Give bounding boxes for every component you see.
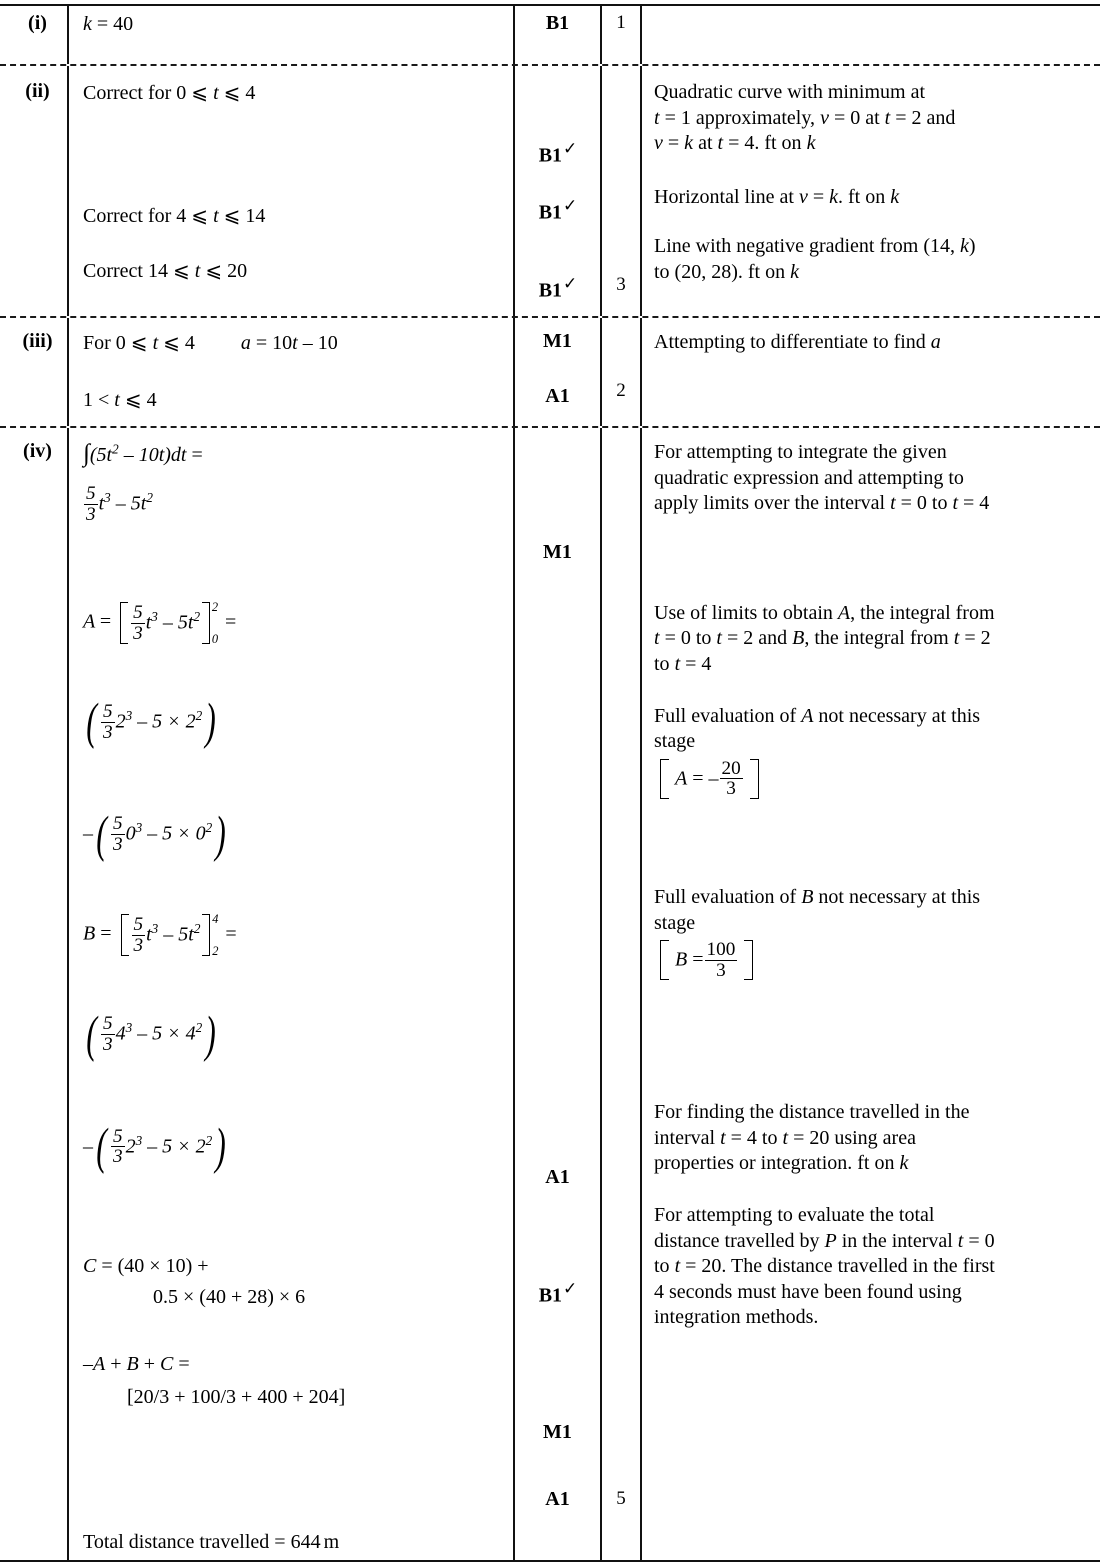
note-iv6-l4: 4 seconds must have been found using	[654, 1280, 962, 1303]
rel-leq-1: ⩽	[191, 82, 209, 104]
table-row-i	[0, 6, 1100, 64]
note-iv1-t: t	[890, 492, 896, 515]
frac-den: 3	[86, 503, 96, 525]
rel-leq-4: ⩽	[223, 205, 241, 227]
note-iv6-l2b: in the interval	[836, 1229, 958, 1252]
total-plus-1: +	[105, 1352, 127, 1375]
rel-leq-8: ⩽	[163, 332, 180, 354]
sub2-pow2: 2	[205, 820, 213, 836]
note-iv-4	[654, 885, 1092, 936]
fraction-5-3-B	[132, 915, 146, 955]
note-iv-6	[654, 1203, 1092, 1331]
working-line-ii-2	[83, 203, 503, 228]
integral-expression	[83, 440, 503, 468]
A-label: A	[83, 610, 95, 633]
note-iv6-l3a: to	[654, 1255, 675, 1278]
sub2-minus: –	[83, 822, 93, 845]
A-value-num: 20	[721, 757, 741, 779]
note-iii-text: Attempting to differentiate to find	[654, 331, 931, 353]
bracket-body-A	[128, 603, 202, 643]
note-iii-1	[654, 330, 1092, 356]
note-iv2-l3a: to	[654, 652, 675, 675]
accel-rest: – 10	[302, 332, 338, 354]
var-t-2: t	[213, 205, 219, 227]
B-body-pow2: 2	[193, 921, 201, 937]
paren-left-1: (	[86, 694, 97, 751]
note-iv3-b: not necessary at this	[813, 704, 981, 727]
note2-text-a: Horizontal line at	[654, 185, 799, 208]
note-iv-3	[654, 704, 1092, 755]
note-iv3-A: A	[801, 704, 814, 727]
antideriv-t2: t	[140, 492, 147, 515]
sub1-mid: – 5 × 2	[132, 710, 196, 733]
antideriv-rest: – 5	[110, 492, 141, 515]
fraction-5-3-sub1	[101, 702, 115, 742]
notes-cell-iii	[640, 318, 1100, 426]
note-iv2-l1a: Use of limits to obtain	[654, 601, 838, 624]
note-iv2-t1: t	[654, 627, 660, 650]
sub3-den: 3	[102, 1034, 113, 1056]
note3-text-b: )	[968, 235, 976, 258]
bracket-body-B	[129, 915, 203, 955]
notes-cell-iv	[640, 428, 1100, 1560]
sub4-base: 2	[125, 1135, 136, 1158]
sub4-minus: –	[83, 1135, 93, 1158]
note-ii-1	[654, 80, 1092, 157]
bound-14: 14	[245, 205, 266, 227]
rel-leq-3: ⩽	[191, 205, 209, 227]
text-correct-14: Correct 14	[83, 260, 168, 282]
mark-cell-iii	[513, 318, 600, 426]
note-iv6-l2c: = 0	[963, 1229, 995, 1252]
value-bracket-left-B	[660, 940, 669, 980]
value-bracket-right-B	[744, 940, 753, 980]
note-iv-1	[654, 440, 1092, 517]
bracket-right-B	[202, 914, 210, 956]
mark-a1-iv-2: A1	[545, 1488, 570, 1510]
note-iv5-l2b: = 4 to	[725, 1126, 783, 1149]
note-text-a: Quadratic curve with minimum at	[654, 81, 926, 103]
antiderivative-expression	[83, 484, 503, 524]
var-t-accel: t	[292, 332, 298, 354]
integrand-open: (5	[89, 444, 107, 466]
C-equals-expr: = (40 × 10) +	[101, 1254, 209, 1277]
tick-icon-3: ✓	[563, 274, 577, 293]
note2-var-k: k	[829, 185, 839, 208]
note-iv4-c: stage	[654, 911, 696, 934]
integrand-close: )	[164, 444, 171, 466]
B-lower-limit: 2	[212, 944, 219, 959]
A-body-pow: 3	[151, 609, 158, 625]
fracB-num: 5	[133, 914, 144, 936]
B-upper-limit: 4	[212, 912, 219, 926]
note-text-c: = 0 at	[828, 106, 885, 129]
note3-var-k: k	[960, 235, 969, 258]
note-var-k2: k	[806, 132, 816, 155]
note-iv4-a: Full evaluation of	[654, 885, 802, 908]
total-distance-line	[83, 1531, 503, 1554]
mark-b1-ft-2: B1	[538, 201, 563, 224]
A-value-content	[669, 759, 750, 799]
frac-num: 5	[86, 483, 96, 504]
note-iv2-l2b: = 2 and	[721, 627, 793, 650]
notes-cell-i	[640, 6, 1100, 64]
A-equals: =	[99, 610, 112, 633]
part-label-iv: (iv)	[23, 440, 52, 462]
note-var-t2: t	[884, 106, 891, 129]
note2-text-b: =	[807, 185, 830, 208]
paren-left-4: (	[96, 1118, 107, 1175]
note-iii-var-a: a	[930, 331, 941, 353]
note-iv1-l1: For attempting to integrate the given	[654, 441, 947, 463]
note-iv4-B: B	[801, 885, 814, 908]
bracket-left-B	[121, 914, 129, 956]
sub1-den: 3	[102, 721, 113, 743]
score-cell-iv	[600, 428, 640, 1560]
score-cell-ii	[600, 66, 640, 316]
fracA-den: 3	[133, 622, 143, 644]
table-row-iv	[0, 426, 1100, 1560]
note-iv5-k: k	[899, 1152, 909, 1175]
rel-leq-2: ⩽	[223, 82, 241, 104]
var-t-3: t	[194, 260, 201, 282]
note-iv2-l2c: , the integral from	[804, 627, 954, 650]
note-var-t: t	[654, 106, 660, 129]
paren-left-2: (	[96, 806, 107, 863]
paren-left-3: (	[86, 1006, 97, 1063]
working-line-ii-3	[83, 258, 503, 283]
sub2-pow: 3	[135, 820, 143, 836]
bound-4: 4	[245, 82, 256, 104]
sub2-num: 5	[112, 813, 123, 835]
limit-bracket-B	[117, 912, 219, 959]
mark-m1-iv-1: M1	[543, 541, 572, 563]
fraction-5-3	[84, 484, 98, 524]
total-expression-line1	[83, 1353, 503, 1376]
total-distance-text: Total distance travelled = 644	[83, 1530, 321, 1553]
var-a: a	[240, 332, 251, 354]
bracket-left-A	[120, 602, 128, 644]
total-equals: =	[173, 1352, 190, 1375]
var-t: t	[213, 82, 219, 104]
sub1-pow: 3	[125, 708, 133, 724]
total-bracket-values: [20/3 + 100/3 + 400 + 204]	[127, 1385, 346, 1408]
note-iv5-l3a: properties or integration. ft on	[654, 1152, 900, 1175]
note-iv2-t2: t	[716, 627, 722, 650]
table-row-iii	[0, 316, 1100, 426]
mark-cell-ii	[513, 66, 600, 316]
C-label: C	[83, 1254, 97, 1277]
A-body-pow2: 2	[193, 609, 201, 625]
note-iv6-l2a: distance travelled by	[654, 1229, 825, 1252]
value-bracket-right-A	[750, 759, 759, 799]
total-B: B	[126, 1352, 139, 1375]
note-iv4-b: not necessary at this	[813, 885, 981, 908]
B-value-box	[654, 940, 1092, 980]
note-iv6-l3b: = 20. The distance travelled in the first	[680, 1255, 995, 1278]
C-second-term: 0.5 × (40 + 28) × 6	[153, 1285, 306, 1308]
k-symbol: k	[83, 13, 92, 35]
sub3-num: 5	[102, 1013, 113, 1035]
antideriv-pow2: 2	[146, 489, 153, 505]
integrand-dt: dt	[170, 444, 187, 466]
bound-20: 20	[227, 260, 248, 282]
note-iv6-l1: For attempting to evaluate the total	[654, 1204, 935, 1227]
note-var-v2: v	[654, 132, 663, 155]
C-expression-line2	[83, 1286, 503, 1309]
B-value-den: 3	[705, 960, 738, 981]
note3-var-k2: k	[790, 260, 799, 283]
sub4-den: 3	[112, 1146, 123, 1168]
text-correct-for-4: Correct for 4	[83, 205, 187, 227]
note-iv1-t2: t	[952, 492, 959, 515]
accel-eq: = 10	[255, 332, 293, 354]
note-var-v: v	[820, 106, 829, 129]
total-expression-line2	[83, 1386, 503, 1409]
sub4-num: 5	[112, 1125, 123, 1147]
note-text-g: = 4. ft on	[723, 132, 807, 155]
sub3-pow2: 2	[195, 1020, 203, 1036]
note-iv3-a: Full evaluation of	[654, 704, 802, 727]
note-iv2-t3: t	[953, 627, 960, 650]
A-lower-limit: 0	[211, 631, 219, 646]
sub2-den: 3	[112, 833, 123, 855]
A-value-den: 3	[720, 778, 743, 799]
note-var-k: k	[684, 132, 694, 155]
antideriv-t: t	[98, 492, 105, 515]
note-iv6-t2: t	[674, 1255, 681, 1278]
sub2-mid: – 5 × 0	[142, 822, 206, 845]
B-lower-substitution	[83, 1118, 503, 1175]
mark-a1-iv-1: A1	[545, 1166, 570, 1188]
A-body-rest: – 5	[157, 611, 188, 634]
total-distance-unit: m	[323, 1530, 340, 1553]
fraction-5-3-A	[131, 603, 145, 643]
ans-upper: 4	[146, 389, 157, 411]
working-line-iii-1	[83, 330, 503, 355]
mark-cell-i	[513, 6, 600, 64]
note-text-b: = 1 approximately,	[659, 106, 821, 129]
part-label-i: (i)	[28, 12, 47, 34]
notes-cell-ii	[640, 66, 1100, 316]
A-body-t2: t	[187, 611, 194, 634]
note-iv5-l2a: interval	[654, 1126, 721, 1149]
score-cell-i	[600, 6, 640, 64]
working-cell-iv	[67, 428, 513, 1560]
fraction-5-3-sub4	[111, 1127, 125, 1167]
score-value-ii: 3	[616, 274, 626, 295]
note-iv1-l2: quadratic expression and attempting to	[654, 466, 964, 489]
note-var-t3: t	[717, 132, 724, 155]
B-value-fraction	[705, 940, 738, 980]
B-trailing-equals: =	[225, 923, 237, 946]
note-iv1-l3b: = 0 to	[895, 492, 953, 515]
note-iv5-l1: For finding the distance travelled in the	[654, 1101, 970, 1124]
note-iv5-l2c: = 20 using area	[788, 1126, 916, 1149]
rel-leq-7: ⩽	[130, 332, 148, 354]
antideriv-pow: 3	[104, 489, 111, 505]
B-label: B	[83, 923, 96, 946]
note3-text-c: to (20, 28). ft on	[654, 260, 791, 283]
sub3-base: 4	[115, 1023, 126, 1046]
integrand-pow: 2	[112, 441, 119, 457]
B-body-pow: 3	[151, 921, 159, 937]
mark-scheme-table	[0, 4, 1100, 1562]
text-for-0: For 0	[83, 332, 126, 354]
fracA-num: 5	[133, 602, 143, 624]
paren-right-2: )	[215, 806, 227, 863]
note-iv2-B: B	[792, 627, 805, 650]
sub2-base: 0	[125, 822, 136, 845]
sub4-mid: – 5 × 2	[142, 1135, 206, 1158]
table-row-ii	[0, 64, 1100, 316]
var-t-iii: t	[152, 332, 159, 354]
note-iv5-t2: t	[782, 1126, 789, 1149]
text-correct-for-0: Correct for 0	[83, 82, 187, 104]
value-bracket-left-A	[660, 759, 669, 799]
A-value-equals: = –	[692, 767, 719, 790]
bracket-right-A	[202, 602, 210, 644]
total-plus-2: +	[138, 1352, 160, 1375]
A-trailing-equals: =	[225, 610, 237, 633]
note-iv2-l2d: = 2	[959, 627, 991, 650]
B-body-t: t	[146, 924, 152, 946]
B-body-rest: – 5	[158, 924, 189, 946]
B-value-num: 100	[706, 939, 736, 961]
integrand-t2: t	[158, 444, 165, 466]
B-definite-integral	[83, 912, 503, 959]
note-iv1-l3a: apply limits over the interval	[654, 492, 891, 515]
mark-b1-iv-ft: B1	[538, 1284, 563, 1307]
note2-text-c: . ft on	[838, 185, 891, 208]
rel-leq-5: ⩽	[172, 260, 190, 282]
bound-4-iii: 4	[184, 332, 195, 354]
B-body-t2: t	[188, 924, 194, 946]
note-iv3-c: stage	[654, 730, 696, 753]
A-value-box	[654, 759, 1092, 799]
working-cell-iii	[67, 318, 513, 426]
limit-bracket-A	[116, 599, 219, 646]
mark-b1-ft-3: B1	[538, 279, 563, 302]
A-upper-substitution	[83, 694, 503, 751]
note-iv6-P: P	[824, 1229, 837, 1252]
var-t-ans: t	[114, 389, 120, 411]
B-upper-substitution	[83, 1006, 503, 1063]
mark-cell-iv	[513, 428, 600, 1560]
sub1-num: 5	[102, 701, 113, 723]
total-C: C	[160, 1352, 174, 1375]
note-text-e: =	[662, 132, 685, 155]
equals-sign: =	[96, 13, 109, 35]
mark-b1: B1	[545, 12, 570, 34]
note-iv-2	[654, 601, 1092, 678]
note-text-f: at	[693, 132, 718, 155]
sub1-pow2: 2	[195, 708, 203, 724]
mark-a1-iii: A1	[545, 385, 570, 407]
note-ii-3	[654, 234, 1092, 285]
score-cell-iii	[600, 318, 640, 426]
fracB-den: 3	[133, 934, 144, 956]
integrand-mid: – 10	[118, 444, 159, 466]
integrand-equals: =	[191, 444, 203, 466]
note-iv2-l1b: , the integral from	[850, 601, 995, 624]
A-value-label: A	[675, 767, 688, 790]
A-lower-substitution	[83, 806, 503, 863]
sub3-pow: 3	[125, 1020, 133, 1036]
mark-m1-iii: M1	[543, 330, 572, 352]
working-cell-i	[67, 6, 513, 64]
mark-b1-ft-1: B1	[538, 144, 563, 167]
B-value-label: B	[675, 948, 688, 971]
note-iv-5	[654, 1100, 1092, 1177]
tick-icon-1: ✓	[563, 139, 577, 158]
note-iv1-l3c: = 4	[958, 492, 990, 515]
score-value-iii: 2	[616, 380, 626, 401]
mark-m1-iv-2: M1	[543, 1421, 572, 1443]
note-iv5-t1: t	[720, 1126, 726, 1149]
B-value-equals: =	[692, 948, 704, 971]
note2-var-v: v	[798, 185, 808, 208]
rel-leq-9: ⩽	[124, 389, 142, 411]
score-value-iv: 5	[616, 1488, 626, 1509]
paren-right-1: )	[205, 694, 217, 751]
note-iv2-l3b: = 4	[680, 652, 712, 675]
working-line-ii-1	[83, 80, 503, 105]
sub1-base: 2	[115, 710, 126, 733]
note-iv2-A: A	[837, 601, 851, 624]
working-line-iii-2	[83, 387, 503, 412]
note2-var-k2: k	[890, 185, 900, 208]
A-value-fraction	[720, 759, 743, 799]
A-definite-integral	[83, 599, 503, 646]
integrand-t: t	[106, 444, 113, 466]
B-value-content	[669, 940, 744, 980]
k-value: 40	[113, 13, 134, 35]
fraction-5-3-sub3	[101, 1014, 115, 1054]
integral-sign: ∫	[83, 440, 90, 467]
note-text-d: = 2 and	[890, 106, 956, 129]
total-minus-A: –A	[83, 1352, 106, 1375]
paren-right-4: )	[215, 1118, 227, 1175]
note-iv6-t1: t	[957, 1229, 964, 1252]
tick-icon-2: ✓	[563, 196, 577, 215]
C-expression-line1	[83, 1255, 503, 1278]
part-label-iii: (iii)	[22, 330, 53, 352]
note-iv6-l5: integration methods.	[654, 1306, 819, 1329]
note-ii-2	[654, 185, 1092, 211]
A-body-t: t	[145, 611, 152, 634]
paren-right-3: )	[205, 1006, 217, 1063]
sub3-mid: – 5 × 4	[132, 1023, 196, 1046]
sub4-pow2: 2	[205, 1132, 213, 1148]
A-upper-limit: 2	[211, 599, 219, 614]
sub4-pow: 3	[135, 1132, 143, 1148]
working-cell-ii	[67, 66, 513, 316]
rel-leq-6: ⩽	[205, 260, 223, 282]
part-label-ii: (ii)	[25, 80, 50, 102]
note-iv2-l2a: = 0 to	[659, 627, 717, 650]
note3-text-a: Line with negative gradient from (14,	[654, 235, 961, 258]
tick-icon-4: ✓	[563, 1279, 577, 1298]
B-equals: =	[100, 923, 112, 946]
score-value: 1	[616, 12, 626, 33]
fraction-5-3-sub2	[111, 814, 125, 854]
note-iv2-t4: t	[674, 652, 681, 675]
ans-lower: 1 <	[83, 389, 110, 411]
